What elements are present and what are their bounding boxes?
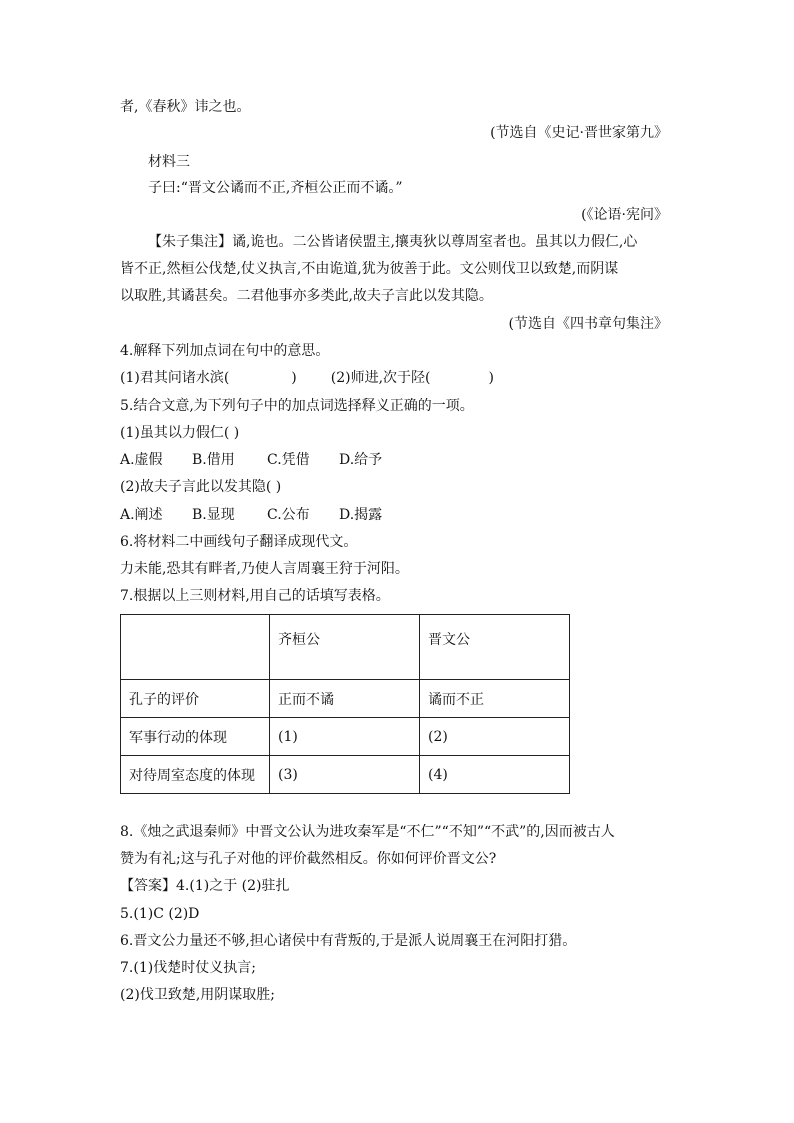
q4-item-2-close: ) [488, 370, 494, 386]
table-cell: (4) [420, 756, 570, 794]
table-header-row [121, 615, 570, 680]
option-a: A.阐述 [120, 507, 163, 523]
q4-item-1-close: ) [291, 370, 297, 386]
section-heading: 材料三 [148, 154, 190, 170]
table-row [121, 680, 570, 718]
q5-options-2 [120, 505, 382, 525]
table-cell: 谲而不正 [420, 680, 570, 718]
text-line: 者,《春秋》讳之也。 [120, 99, 251, 115]
text-line: 皆不正,然桓公伐楚,仗义执言,不由诡道,犹为彼善于此。文公则伐卫以致楚,而阴谋 [120, 261, 619, 277]
table-cell: (1) [270, 718, 420, 756]
option-d: D.揭露 [339, 507, 383, 523]
question-5: 5.结合文意,为下列句子中的加点词选择释义正确的一项。 [120, 398, 474, 414]
answer-7-1: 7.(1)伐楚时仗义执言; [120, 960, 256, 976]
table-row [121, 718, 570, 756]
question-6: 6.将材料二中画线句子翻译成现代文。 [120, 534, 358, 550]
question-4: 4.解释下列加点词在句中的意思。 [120, 343, 330, 359]
text-line: 赞为有礼;这与孔子对他的评价截然相反。你如何评价晋文公? [120, 851, 497, 867]
question-7: 7.根据以上三则材料,用自己的话填写表格。 [120, 588, 390, 604]
answer-heading: 【答案】4.(1)之于 (2)驻扎 [120, 878, 290, 894]
q5-item-1: (1)虽其以力假仁( ) [120, 425, 240, 441]
table-header-cell: 晋文公 [420, 615, 570, 680]
answer-7-2: (2)伐卫致楚,用阴谋取胜; [120, 987, 275, 1003]
option-b: B.借用 [192, 452, 235, 468]
option-c: C.凭借 [267, 452, 310, 468]
q4-item-2: (2)师进,次于陉( [330, 370, 431, 386]
text-line: 以取胜,其谲甚矣。二君他事亦多类此,故夫子言此以发其隐。 [120, 288, 493, 304]
text-line: 【朱子集注】谲,诡也。二公皆诸侯盟主,攘夷狄以尊周室者也。虽其以力假仁,心 [148, 234, 638, 250]
option-a: A.虚假 [120, 452, 163, 468]
question-4-items [120, 368, 494, 388]
table-cell: (3) [270, 756, 420, 794]
q5-item-2: (2)故夫子言此以发其隐( ) [120, 479, 282, 495]
comparison-table [120, 614, 570, 794]
table-row [121, 756, 570, 794]
question-8: 8.《烛之武退秦师》中晋文公认为进攻秦军是“不仁”“不知”“不武”的,因而被古人 [120, 824, 615, 840]
option-b: B.显现 [192, 507, 235, 523]
option-d: D.给予 [339, 452, 383, 468]
source-citation: (节选自《史记·晋世家第九》 [490, 125, 668, 141]
source-citation: (《论语·宪问》 [581, 207, 668, 223]
table-cell: 对待周室态度的体现 [121, 756, 270, 794]
option-c: C.公布 [267, 507, 310, 523]
table-cell [121, 615, 270, 680]
answer-6: 6.晋文公力量还不够,担心诸侯中有背叛的,于是派人说周襄王在河阳打猎。 [120, 933, 577, 949]
answer-5: 5.(1)C (2)D [120, 906, 200, 922]
q6-sentence: 力未能,恐其有畔者,乃使人言周襄王狩于河阳。 [120, 561, 409, 577]
source-citation: (节选自《四书章句集注》 [508, 316, 668, 332]
table-cell: 正而不谲 [270, 680, 420, 718]
text-line: 子曰:“晋文公谲而不正,齐桓公正而不谲。” [148, 180, 403, 196]
table-cell: (2) [420, 718, 570, 756]
q5-options-1 [120, 450, 382, 470]
table-header-cell: 齐桓公 [270, 615, 420, 680]
table-cell: 军事行动的体现 [121, 718, 270, 756]
q4-item-1: (1)君其问诸水滨( [120, 370, 230, 386]
table-cell: 孔子的评价 [121, 680, 270, 718]
